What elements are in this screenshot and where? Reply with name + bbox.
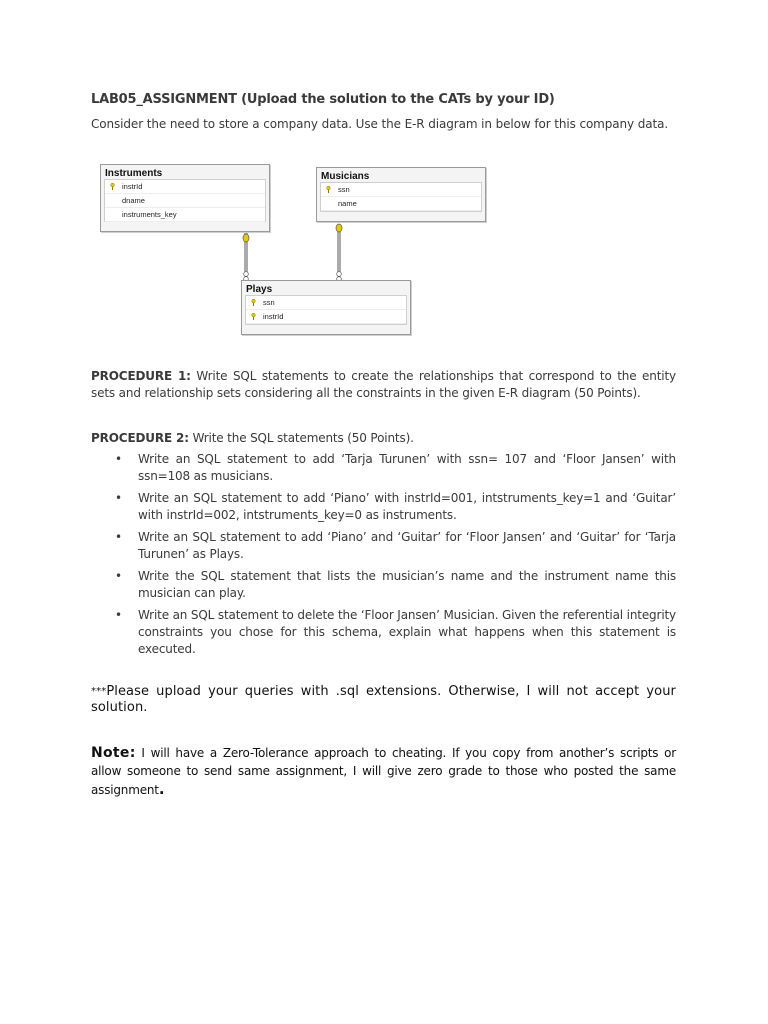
column-name: instrId	[122, 182, 143, 191]
column-name-field	[321, 197, 481, 211]
assignment-title: LAB05_ASSIGNMENT (Upload the solution to the CATs by your ID)	[91, 92, 555, 107]
plays-columns	[245, 295, 407, 325]
note-end: .	[158, 780, 165, 798]
primary-key-icon	[110, 183, 115, 190]
procedure-2-label: PROCEDURE 2:	[91, 431, 189, 445]
column-name: name	[338, 199, 357, 208]
procedure-1	[91, 368, 676, 402]
column-name: ssn	[338, 185, 350, 194]
upload-text: Please upload your queries with .sql extensions. Otherwise, I will not accept your solution.	[91, 684, 676, 715]
column-instruments-key	[105, 208, 265, 222]
procedure-2-list	[91, 451, 676, 663]
list-item	[91, 529, 676, 563]
musicians-columns	[320, 182, 482, 212]
list-item-text: Write the SQL statement that lists the musician’s name and the instrument name this musician can play.	[138, 569, 676, 600]
list-item-text: Write an SQL statement to add ‘Piano’ and ‘Guitar’ for ‘Floor Jansen’ and ‘Guitar’ for ‘Tarja Turunen’ as Plays.	[138, 530, 676, 561]
plays-table	[241, 280, 411, 335]
bullet: •	[115, 530, 122, 544]
column-ssn	[321, 183, 481, 197]
bullet: •	[115, 569, 122, 583]
list-item-text: Write an SQL statement to delete the ‘Floor Jansen’ Musician. Given the referential integrity constraints you chose for this schema, explain what happens when this statement is executed.	[138, 608, 677, 656]
column-name: instrId	[263, 312, 284, 321]
er-diagram	[98, 162, 498, 338]
plays-table-name: Plays	[246, 284, 273, 295]
note-text: I will have a Zero-Tolerance approach to cheating. If you copy from another’s scripts or allow someone to send same assignment, I will give zero grade to those who posted the same assignment	[91, 746, 676, 797]
upload-instruction	[91, 684, 676, 716]
note-label: Note:	[91, 745, 136, 761]
musicians-table	[316, 167, 486, 222]
stars: ***	[91, 686, 107, 697]
column-name: ssn	[263, 298, 275, 307]
column-instrid	[105, 180, 265, 194]
list-item	[91, 568, 676, 602]
bullet: •	[115, 491, 122, 505]
column-dname	[105, 194, 265, 208]
musicians-table-name: Musicians	[321, 171, 370, 182]
procedure-2-text: Write the SQL statements (50 Points).	[188, 431, 414, 445]
bullet: •	[115, 608, 122, 622]
instruments-table	[100, 164, 270, 232]
primary-key-icon	[326, 186, 331, 193]
list-item	[91, 451, 676, 485]
intro-text: Consider the need to store a company data. Use the E-R diagram in below for this company data.	[91, 117, 669, 131]
column-name: dname	[122, 196, 145, 205]
column-ssn	[246, 296, 406, 310]
procedure-1-text: Write SQL statements to create the relationships that correspond to the entity sets and relationship sets considering all the constraints in the given E-R diagram (50 Points).	[91, 369, 676, 400]
instruments-columns	[104, 179, 266, 222]
list-item	[91, 607, 676, 658]
primary-key-icon	[251, 313, 256, 320]
column-name: instruments_key	[122, 210, 177, 219]
bullet: •	[115, 452, 122, 466]
instruments-table-name: Instruments	[105, 168, 163, 179]
cheating-note	[91, 744, 676, 799]
primary-key-icon	[251, 299, 256, 306]
list-item	[91, 490, 676, 524]
procedure-1-label: PROCEDURE 1:	[91, 369, 191, 383]
column-instrid	[246, 310, 406, 324]
procedure-2	[91, 430, 676, 447]
list-item-text: Write an SQL statement to add ‘Tarja Turunen’ with ssn= 107 and ‘Floor Jansen’ with ssn=108 as musicians.	[138, 452, 676, 483]
list-item-text: Write an SQL statement to add ‘Piano’ with instrId=001, intstruments_key=1 and ‘Guitar’ with instrId=002, intstruments_key=0 as instruments.	[138, 491, 676, 522]
